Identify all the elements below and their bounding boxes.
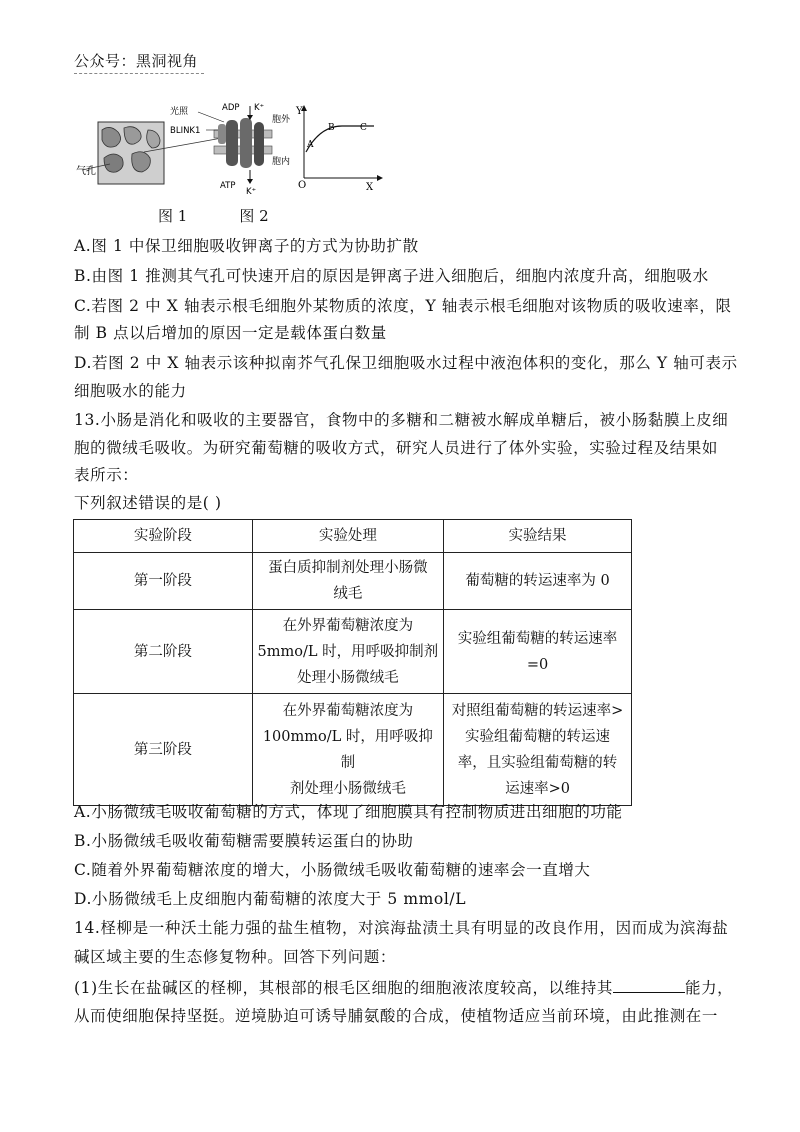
q12-option-b: B.由图 1 推测其气孔可快速开启的原因是钾离子进入细胞后，细胞内浓度升高，细胞吸水 (74, 267, 709, 285)
q14-stem-line1: 14.柽柳是一种沃土能力强的盐生植物，对滨海盐渍土具有明显的改良作用，因而成为滨海盐 (74, 919, 729, 937)
q13-question: 下列叙述错误的是( ) (74, 494, 222, 512)
figure1-membrane-drawing (198, 106, 272, 184)
q14-part1-text-before: (1)生长在盐碱区的柽柳，其根部的根毛区细胞的细胞液浓度较高，以维持其 (74, 979, 613, 997)
experiment-table (73, 519, 632, 806)
q13-option-a: A.小肠微绒毛吸收葡萄糖的方式，体现了细胞膜具有控制物质进出细胞的功能 (74, 803, 623, 821)
figure1-label-outside: 胞外 (272, 115, 291, 125)
figure1-label-light: 光照 (170, 107, 189, 117)
q13-stem-line3: 表所示： (74, 466, 139, 484)
q13-stem-line1: 13.小肠是消化和吸收的主要器官，食物中的多糖和二糖被水解成单糖后，被小肠黏膜上皮细 (74, 411, 729, 429)
table-cell-treatment: 在外界葡萄糖浓度为 5mmo/L 时，用呼吸抑制剂 处理小肠微绒毛 (252, 610, 443, 694)
figure1-label-k-top: K⁺ (254, 103, 265, 113)
q12-option-c-line1: C.若图 2 中 X 轴表示根毛细胞外某物质的浓度，Y 轴表示根毛细胞对该物质的吸收速率，限 (74, 297, 732, 315)
table-cell-stage: 第一阶段 (74, 553, 253, 610)
q12-option-d-line2: 细胞吸水的能力 (74, 382, 187, 400)
table-cell-result: 葡萄糖的转运速率为 0 (444, 553, 632, 610)
q14-part1-text-after: 能力， (684, 979, 734, 997)
figure2-origin-label: O (298, 180, 307, 191)
table-header-result: 实验结果 (444, 520, 632, 553)
table-cell-treatment: 在外界葡萄糖浓度为 100mmo/L 时，用呼吸抑制 剂处理小肠微绒毛 (252, 694, 443, 806)
figure2-point-c: C (360, 123, 367, 133)
table-cell-treatment: 蛋白质抑制剂处理小肠微 绒毛 (252, 553, 443, 610)
figure2-x-label: X (366, 182, 374, 193)
table-cell-result: 实验组葡萄糖的转运速率 =0 (444, 610, 632, 694)
figure1-label-atp: ATP (220, 181, 236, 191)
table-header-row (74, 520, 632, 553)
q12-option-d-line1: D.若图 2 中 X 轴表示该种拟南芥气孔保卫细胞吸水过程中液泡体积的变化，那么 Y 轴可表示 (74, 354, 738, 372)
answer-blank[interactable] (613, 977, 685, 993)
figure1-label-stoma: 气孔 (76, 166, 96, 177)
figure1-label-adp: ADP (222, 103, 240, 113)
q14-part1-line2: 从而使细胞保持坚挺。逆境胁迫可诱导脯氨酸的合成，使植物适应当前环境，由此推测在一 (74, 1007, 719, 1025)
figure-captions (158, 205, 321, 226)
table-header-treatment: 实验处理 (252, 520, 443, 553)
table-cell-stage: 第二阶段 (74, 610, 253, 694)
figure2-y-label: Y (296, 106, 303, 117)
figure1-caption: 图 1 (158, 207, 188, 225)
q12-option-a: A.图 1 中保卫细胞吸收钾离子的方式为协助扩散 (74, 237, 419, 255)
figure1-label-inside: 胞内 (272, 157, 291, 167)
table-row (74, 610, 632, 694)
table-cell-result: 对照组葡萄糖的转运速率> 实验组葡萄糖的转运速 率，且实验组葡萄糖的转 运速率>0 (444, 694, 632, 806)
q13-option-d: D.小肠微绒毛上皮细胞内葡萄糖的浓度大于 5 mmol/L (74, 890, 467, 908)
q13-option-b: B.小肠微绒毛吸收葡萄糖需要膜转运蛋白的协助 (74, 832, 414, 850)
page-header: 公众号：黑洞视角 (74, 50, 204, 74)
figure1-label-blink: BLINK1 (170, 126, 201, 136)
figure1-stomata-drawing (82, 122, 222, 184)
table-row (74, 553, 632, 610)
table-header-stage: 实验阶段 (74, 520, 253, 553)
q13-stem-line2: 胞的微绒毛吸收。为研究葡萄糖的吸收方式，研究人员进行了体外实验，实验过程及结果如 (74, 439, 719, 457)
q12-option-c-line2: 制 B 点以后增加的原因一定是载体蛋白数量 (74, 324, 387, 342)
figure2-point-a: A (307, 140, 314, 150)
figure2-point-b: B (328, 123, 335, 133)
table-cell-stage: 第三阶段 (74, 694, 253, 806)
figure1-label-k-bottom: K⁺ (246, 187, 257, 197)
q14-stem-line2: 碱区域主要的生态修复物种。回答下列问题： (74, 948, 397, 966)
table-row (74, 694, 632, 806)
q13-option-c: C.随着外界葡萄糖浓度的增大，小肠微绒毛吸收葡萄糖的速率会一直增大 (74, 861, 591, 879)
q14-part1-line1 (74, 977, 733, 998)
figure2-caption: 图 2 (239, 207, 269, 225)
